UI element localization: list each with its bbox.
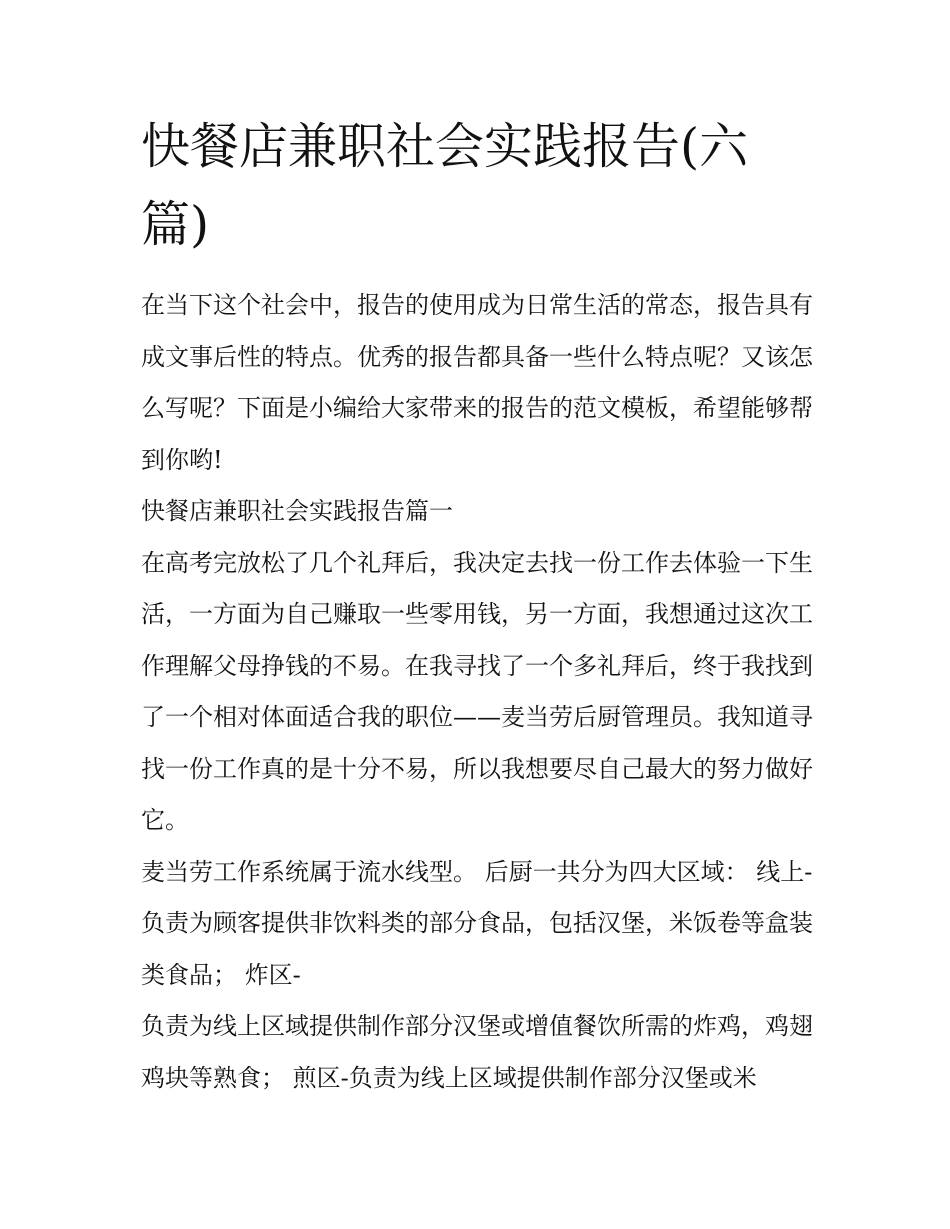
intro-paragraph: 在当下这个社会中，报告的使用成为日常生活的常态，报告具有成文事后性的特点。优秀的报告都具备一些什么特点呢？又该怎么写呢？下面是小编给大家带来的报告的范文模板，希望能够帮到你哟!	[141, 291, 813, 474]
body-paragraph: 麦当劳工作系统属于流水线型。 后厨一共分为四大区域： 线上-负责为顾客提供非饮料类的部分食品，包括汉堡，米饭卷等盒装类食品； 炸区-	[141, 857, 813, 989]
body-paragraph: 负责为线上区域提供制作部分汉堡或增值餐饮所需的炸鸡，鸡翅鸡块等熟食； 煎区-负责为线上区域提供制作部分汉堡或米	[141, 1012, 813, 1092]
document-title: 快餐店兼职社会实践报告(六篇)	[141, 118, 749, 253]
section-heading: 快餐店兼职社会实践报告篇一	[141, 497, 453, 525]
document-page	[141, 108, 813, 1104]
body-paragraph: 在高考完放松了几个礼拜后，我决定去找一份工作去体验一下生活，一方面为自己赚取一些零用钱，另一方面，我想通过这次工作理解父母挣钱的不易。在我寻找了一个多礼拜后，终于我找到了一个相对体面适合我的职位——麦当劳后厨管理员。我知道寻找一份工作真的是十分不易，所以我想要尽自己最大的努力做好它。	[141, 548, 813, 834]
